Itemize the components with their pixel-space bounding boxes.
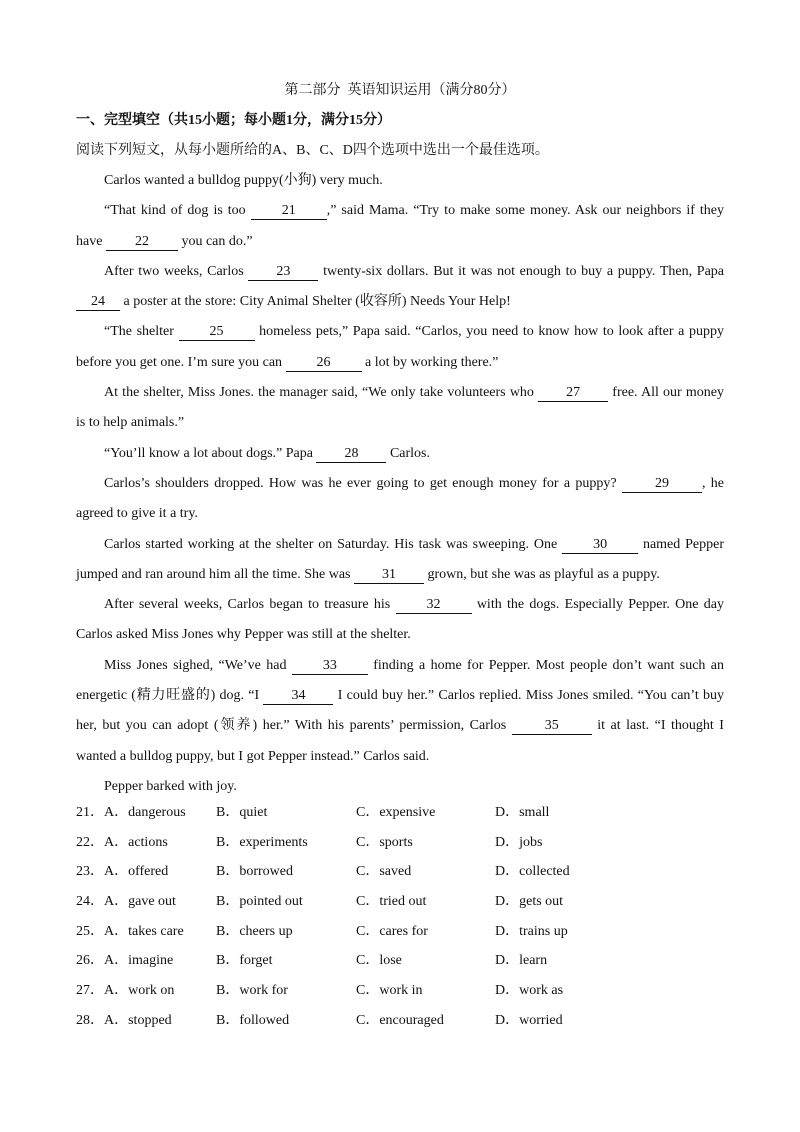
paragraph-7 — [76, 469, 724, 530]
option-a: A．actions — [104, 834, 168, 850]
paragraph-text: grown, but she was as playful as a puppy. — [424, 566, 660, 582]
paragraph-5 — [76, 378, 724, 439]
blank-34: 34 — [263, 688, 333, 705]
option-d: D．jobs — [495, 834, 543, 850]
option-c: C．expensive — [356, 805, 436, 820]
paragraph-text: finding a home for Pepper. Most people don’t want such an energetic (精力旺盛的) dog. “I — [76, 657, 724, 704]
paragraph-1 — [76, 166, 724, 196]
blank-21: 21 — [251, 203, 327, 220]
blank-25: 25 — [179, 324, 255, 341]
paragraph-text: it at last. “I thought I wanted a bulldog puppy, but I got Pepper instead.” Carlos said. — [76, 718, 724, 764]
paragraph-text: After two weeks, Carlos — [104, 263, 249, 279]
paragraph-text: homeless pets,” Papa said. “Carlos, you need to know how to look after a puppy before you get one. I’m sure you can — [76, 324, 724, 370]
paragraph-11 — [76, 772, 724, 802]
option-c: C．tried out — [356, 894, 427, 910]
option-b: B．experiments — [216, 834, 308, 850]
blank-27: 27 — [538, 385, 608, 402]
option-d: D．worried — [495, 1012, 563, 1028]
question-row — [76, 920, 724, 950]
paragraph-text: “The shelter — [104, 324, 179, 340]
paragraph-text: a poster at the store: City Animal Shelter (收容所) Needs Your Help! — [120, 294, 511, 310]
option-a: A．imagine — [104, 953, 174, 969]
question-number: 24． — [76, 894, 104, 910]
paragraph-text: you can do.” — [177, 233, 253, 249]
paragraph-10 — [76, 651, 724, 772]
instructions: 阅读下列短文，从每小题所给的A、B、C、D四个选项中选出一个最佳选项。 — [76, 143, 549, 158]
paragraph-text: Carlos wanted a bulldog puppy(小狗) very much. — [104, 173, 383, 188]
question-row — [76, 890, 724, 920]
paragraph-6 — [76, 439, 724, 469]
paragraph-text: At the shelter, Miss Jones. the manager said, “We only take volunteers who — [104, 385, 539, 401]
paragraph-9 — [76, 590, 724, 651]
blank-31: 31 — [354, 567, 424, 584]
blank-30: 30 — [562, 537, 638, 554]
blank-33: 33 — [292, 658, 368, 675]
blank-23: 23 — [248, 264, 318, 281]
paragraph-text: Miss Jones sighed, “We’ve had — [104, 657, 292, 673]
option-a: A．stopped — [104, 1012, 172, 1028]
paragraph-3 — [76, 257, 724, 318]
blank-26: 26 — [286, 355, 362, 372]
option-c: C．cares for — [356, 923, 428, 939]
option-d: D．learn — [495, 953, 548, 969]
option-d: D．gets out — [495, 894, 564, 910]
paragraph-text: Carlos started working at the shelter on Saturday. His task was sweeping. One — [104, 536, 563, 552]
option-b: B．pointed out — [216, 894, 303, 910]
cloze-passage — [76, 166, 724, 802]
option-a: A．gave out — [104, 894, 176, 910]
option-d: D．small — [495, 805, 550, 820]
question-number: 27． — [76, 983, 104, 999]
paragraph-4 — [76, 317, 724, 378]
option-d: D．collected — [495, 864, 570, 880]
paragraph-text: I could buy her.” Carlos replied. Miss Jones smiled. “You can’t buy her, but you can adopt (领养) her.” With his parents’ permission, Carlos — [76, 688, 724, 734]
option-a: A．takes care — [104, 923, 184, 939]
paragraph-text: Carlos’s shoulders dropped. How was he ever going to get enough money for a puppy? — [104, 475, 622, 491]
question-number: 26． — [76, 953, 104, 969]
blank-35: 35 — [512, 718, 592, 735]
paragraph-2 — [76, 196, 724, 257]
option-a: A．work on — [104, 983, 175, 999]
paragraph-text: Carlos. — [386, 445, 431, 461]
paragraph-text: , he agreed to give it a try. — [76, 475, 724, 522]
paragraph-text: twenty-six dollars. But it was not enough to buy a puppy. Then, Papa — [318, 263, 725, 279]
option-c: C．lose — [356, 953, 402, 969]
paragraph-text: with the dogs. Especially Pepper. One day Carlos asked Miss Jones why Pepper was still at the shelter. — [76, 597, 724, 643]
paragraph-8 — [76, 530, 724, 591]
blank-22: 22 — [106, 234, 178, 251]
question-number: 25． — [76, 923, 104, 939]
paragraph-text: “You’ll know a lot about dogs.” Papa — [104, 445, 317, 461]
question-number: 23． — [76, 864, 104, 880]
option-d: D．work as — [495, 983, 564, 999]
option-b: B．cheers up — [216, 923, 293, 939]
paragraph-text: After several weeks, Carlos began to treasure his — [104, 597, 396, 613]
section-title: 一、完型填空（共15小题；每小题1分，满分15分） — [76, 113, 391, 128]
question-row — [76, 949, 724, 979]
option-b: B．followed — [216, 1012, 290, 1028]
paragraph-text: “That kind of dog is too — [104, 203, 251, 219]
blank-29: 29 — [622, 476, 702, 493]
question-row — [76, 979, 724, 1009]
paragraph-text: ,” said Mama. “Try to make some money. Ask our neighbors if they have — [76, 203, 724, 249]
option-c: C．work in — [356, 983, 423, 999]
option-c: C．saved — [356, 864, 412, 880]
option-b: B．quiet — [216, 805, 268, 820]
part-title: 第二部分 英语知识运用（满分80分） — [284, 83, 516, 98]
blank-32: 32 — [396, 597, 472, 614]
option-c: C．sports — [356, 834, 413, 850]
option-a: A．dangerous — [104, 805, 186, 820]
option-b: B．borrowed — [216, 864, 293, 880]
paragraph-text: a lot by working there.” — [361, 354, 499, 370]
question-row — [76, 860, 724, 890]
option-a: A．offered — [104, 864, 169, 880]
option-b: B．forget — [216, 953, 273, 969]
option-b: B．work for — [216, 983, 288, 999]
question-number: 22． — [76, 834, 104, 850]
question-number: 28． — [76, 1012, 104, 1028]
question-number: 21． — [76, 805, 104, 820]
blank-24: 24 — [76, 294, 120, 311]
option-d: D．trains up — [495, 923, 568, 939]
question-row — [76, 831, 724, 861]
option-c: C．encouraged — [356, 1012, 444, 1028]
question-row — [76, 1009, 724, 1039]
paragraph-text: free. All our money is to help animals.” — [76, 385, 724, 431]
answer-options — [76, 801, 724, 1039]
paragraph-text: Pepper barked with joy. — [104, 778, 237, 794]
question-row — [76, 801, 724, 831]
paragraph-text: named Pepper jumped and ran around him all the time. She was — [76, 536, 724, 582]
blank-28: 28 — [316, 446, 386, 463]
